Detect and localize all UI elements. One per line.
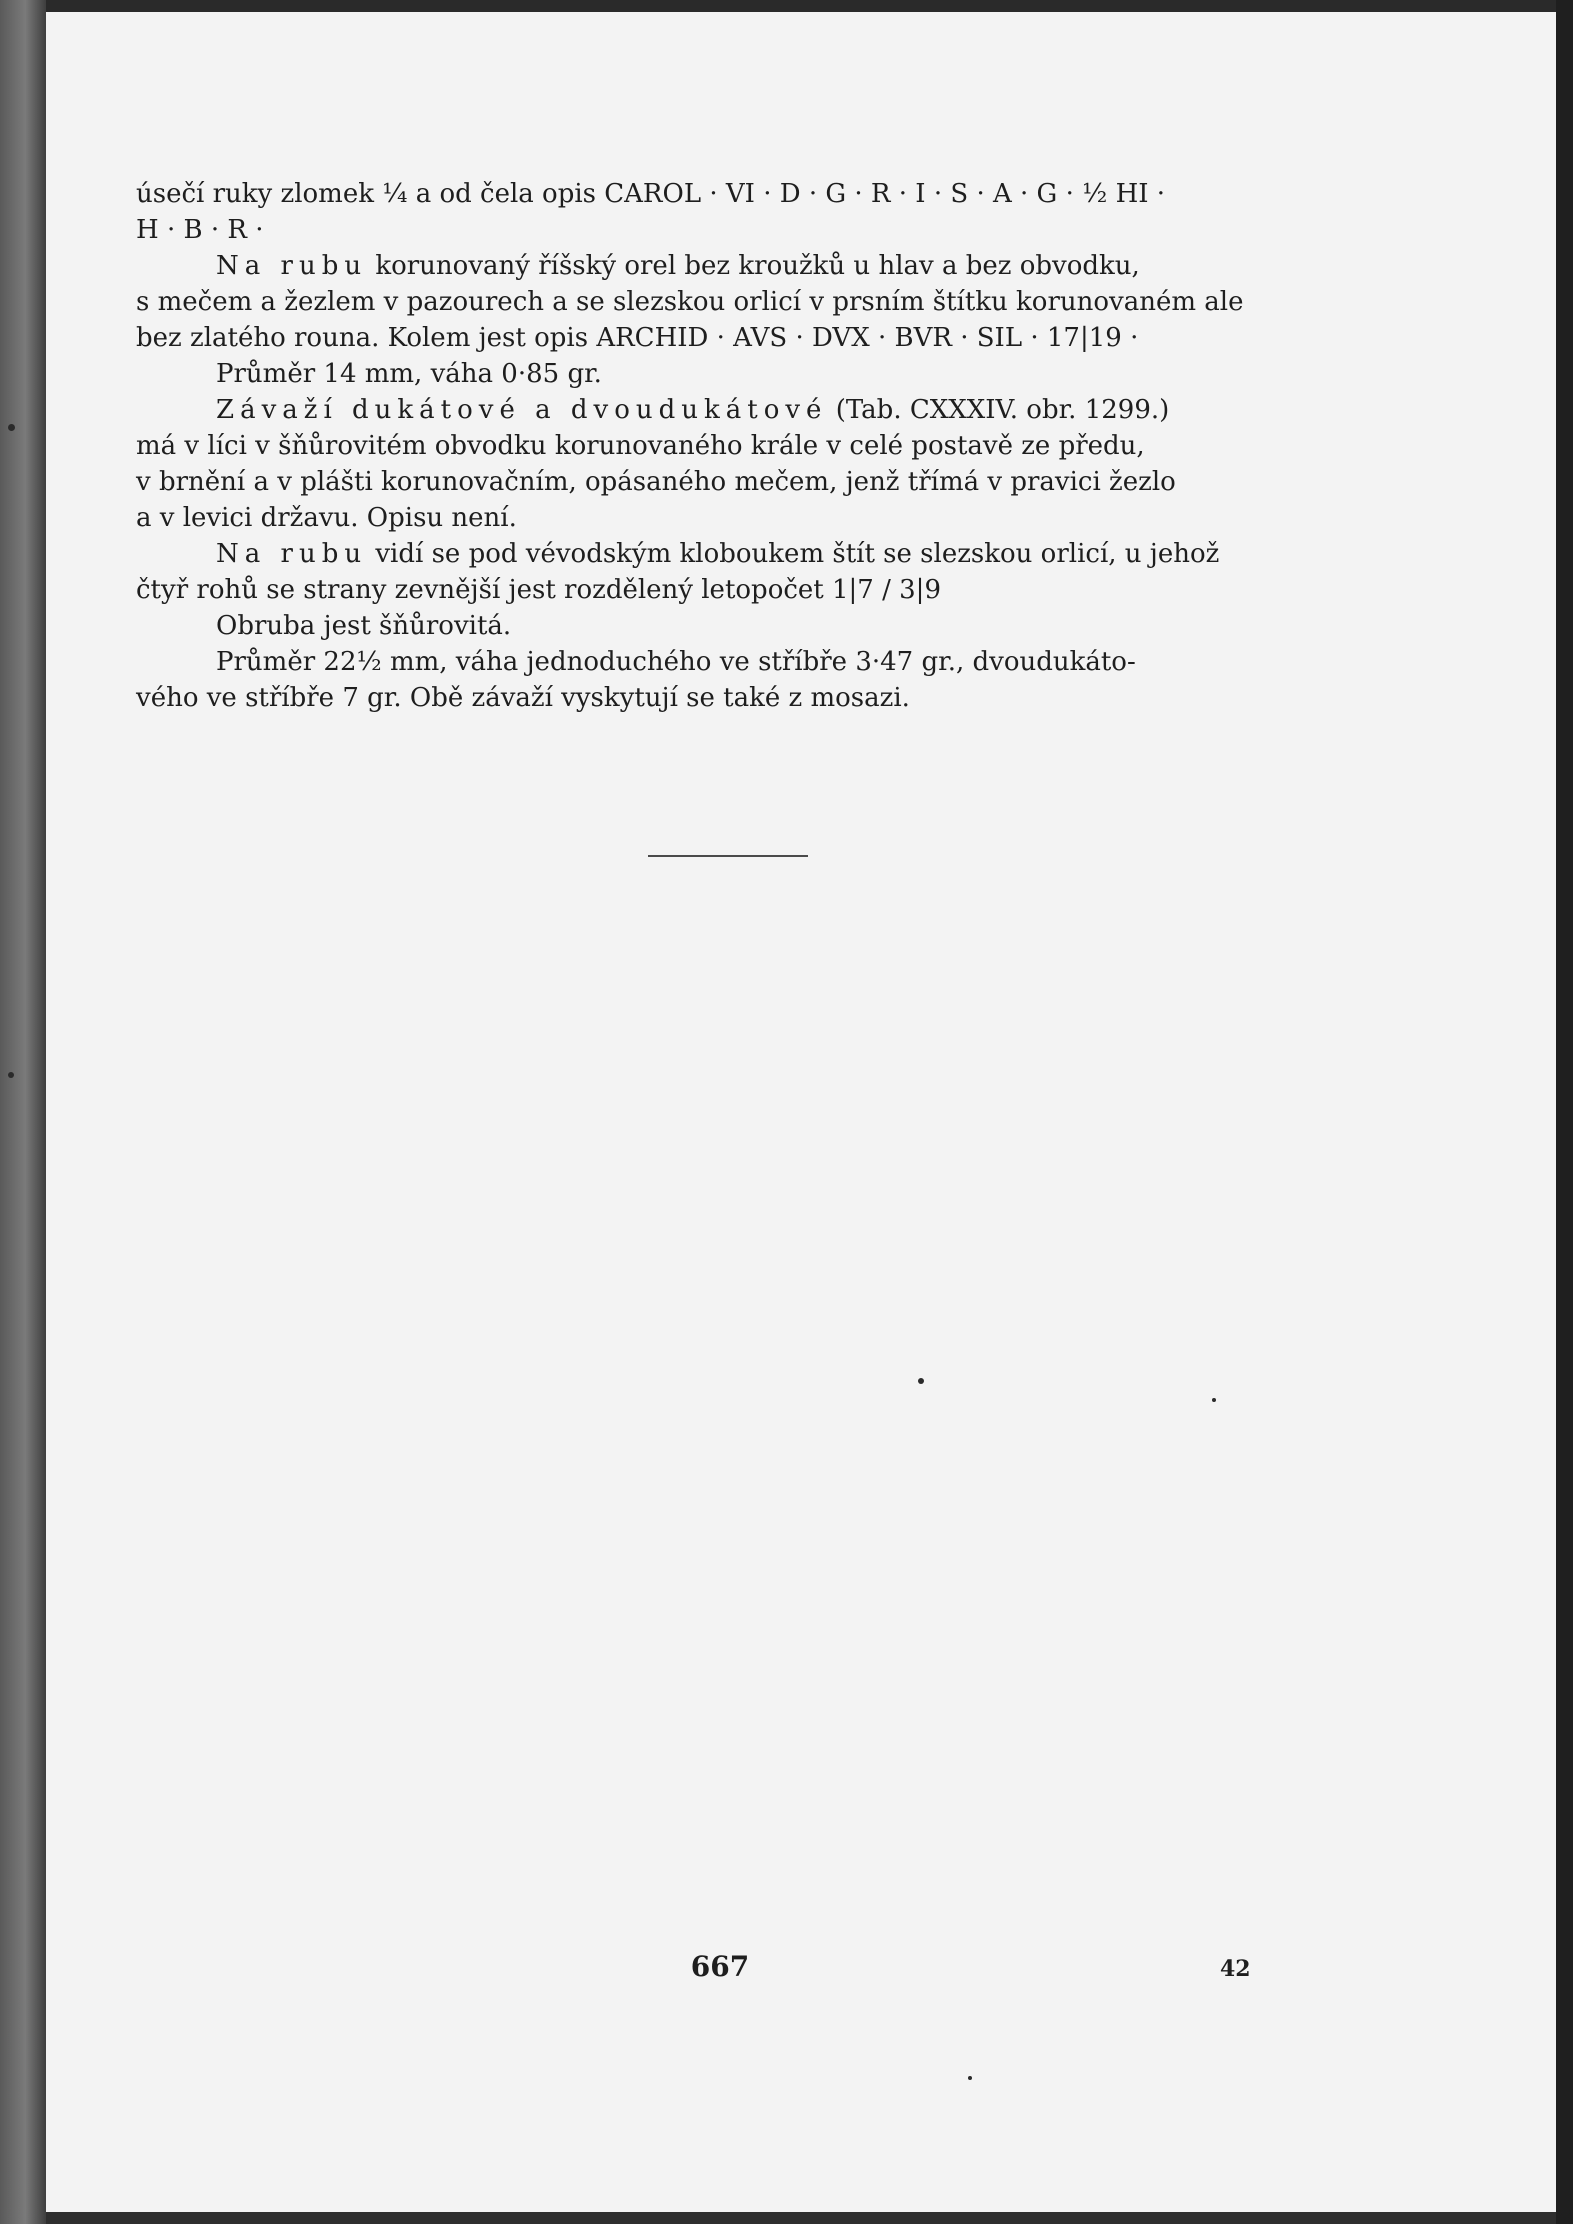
page-number: 667 — [690, 1950, 750, 1983]
line: korunovaný říšský orel bez kroužků u hlav a bez obvodku, — [375, 251, 1140, 281]
lead-phrase: Na rubu — [216, 539, 368, 569]
line: Průměr 22½ mm, váha jednoduchého ve stříbře 3·47 gr., dvoudukáto- — [216, 647, 1136, 677]
line: má v líci v šňůrovitém obvodku korunovaného krále v celé postavě ze předu, — [136, 431, 1145, 461]
paragraph-7 — [136, 644, 1336, 716]
paragraph-1 — [136, 176, 1336, 248]
print-speck — [8, 1072, 14, 1078]
line: v brnění a v plášti korunovačním, opásaného mečem, jenž třímá v pravici žezlo — [136, 467, 1176, 497]
book-binding-edge — [0, 0, 46, 2224]
paragraph-4 — [136, 392, 1336, 536]
line: (Tab. CXXXIV. obr. 1299.) — [835, 395, 1170, 425]
print-speck — [968, 2076, 972, 2080]
line: čtyř rohů se strany zevnější jest rozdělený letopočet 1|7 / 3|9 — [136, 575, 941, 605]
line: a v levici državu. Opisu není. — [136, 503, 517, 533]
line: Průměr 14 mm, váha 0·85 gr. — [216, 359, 602, 389]
signature-mark: 42 — [1220, 1956, 1251, 1982]
print-speck — [8, 424, 15, 431]
line: vidí se pod vévodským kloboukem štít se slezskou orlicí, u jehož — [375, 539, 1220, 569]
lead-phrase: Na rubu — [216, 251, 368, 281]
right-page-edge — [1556, 0, 1573, 2224]
lead-phrase: Závaží dukátové a dvoudukátové — [216, 395, 828, 425]
line: úsečí ruky zlomek ¼ a od čela opis CAROL · VI · D · G · R · I · S · A · G · ½ HI · — [136, 179, 1166, 209]
paragraph-5 — [136, 536, 1336, 608]
line: bez zlatého rouna. Kolem jest opis ARCHID · AVS · DVX · BVR · SIL · 17|19 · — [136, 323, 1139, 353]
paragraph-3 — [136, 356, 1336, 392]
print-speck — [1212, 1398, 1216, 1402]
line: vého ve stříbře 7 gr. Obě závaží vyskytují se také z mosazi. — [136, 683, 910, 713]
line: H · B · R · — [136, 215, 264, 245]
section-divider — [648, 855, 808, 857]
line: s mečem a žezlem v pazourech a se slezskou orlicí v prsním štítku korunovaném ale — [136, 287, 1244, 317]
paragraph-2 — [136, 248, 1336, 356]
paragraph-6 — [136, 608, 1336, 644]
body-text — [136, 176, 1336, 716]
top-page-edge — [46, 0, 1573, 12]
print-speck — [918, 1378, 924, 1384]
line: Obruba jest šňůrovitá. — [216, 611, 512, 641]
